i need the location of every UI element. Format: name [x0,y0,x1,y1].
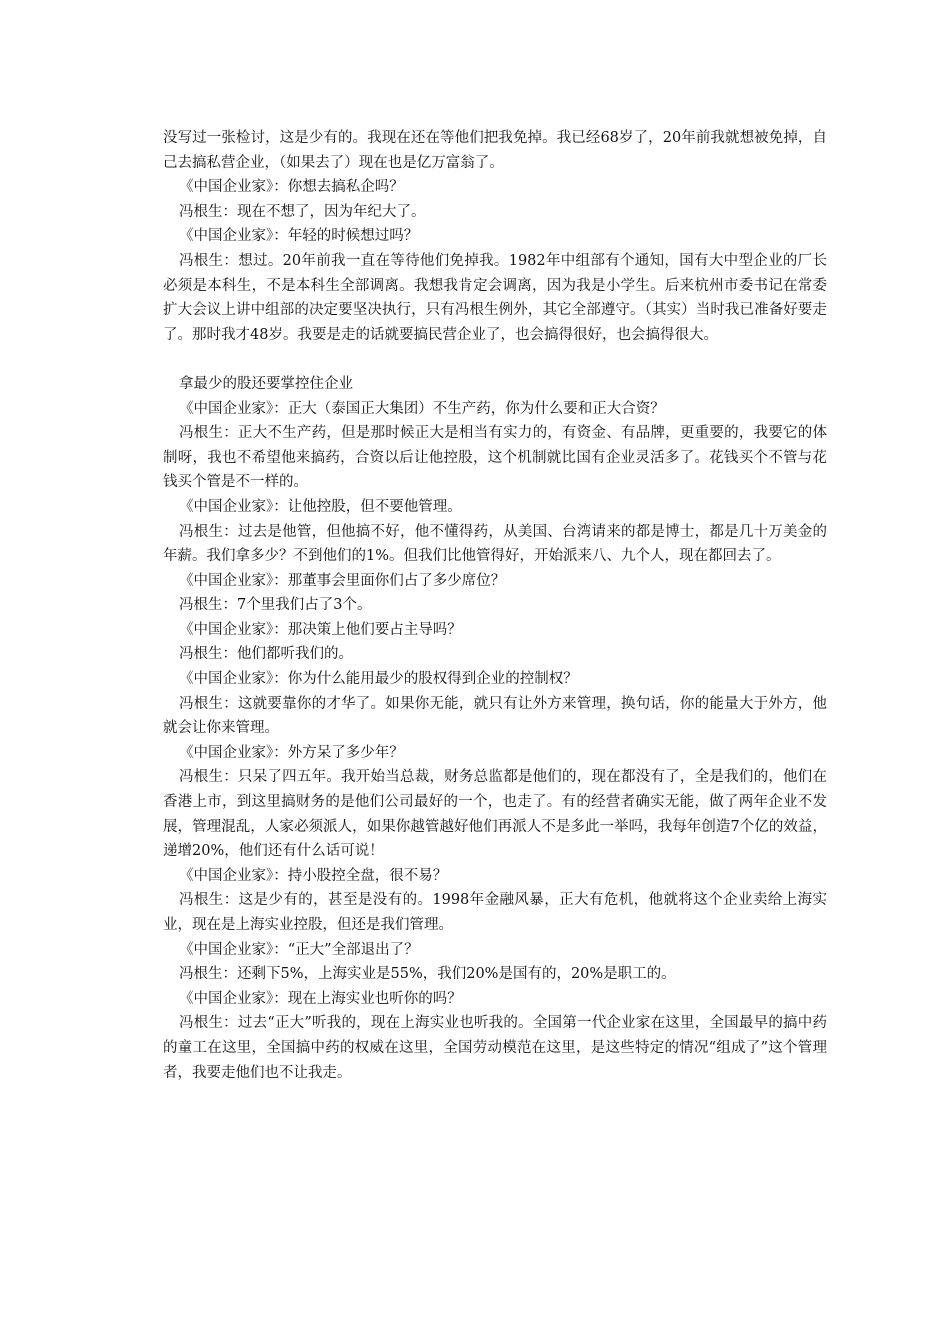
paragraph: 没写过一张检讨，这是少有的。我现在还在等他们把我免掉。我已经68岁了，20年前我就想被免掉，自己去搞私营企业，（如果去了）现在也是亿万富翁了。 [163,130,827,171]
paragraph: 冯根生：想过。20年前我一直在等待他们免掉我。1982年中组部有个通知，国有大中型企业的厂长必须是本科生，不是本科生全部调离。我想我肯定会调离，因为我是小学生。后来杭州市委书记在常委扩大会议上讲中组部的决定要坚决执行，只有冯根生例外，其它全部遵守。（其实）当时我已准备好要走了。那时我才48岁。我要是走的话就要搞民营企业了，也会搞得很好，也会搞得很大。 [163,252,827,343]
paragraph: 《中国企业家》：外方呆了多少年？ [179,744,404,761]
paragraph: 《中国企业家》：你想去搞私企吗？ [179,179,404,196]
paragraph: 拿最少的股还要掌控住企业 [179,375,353,392]
paragraph: 《中国企业家》：持小股控全盘，很不易？ [179,867,448,884]
paragraph: 冯根生：只呆了四五年。我开始当总裁，财务总监都是他们的，现在都没有了，全是我们的，他们在香港上市，到这里搞财务的是他们公司最好的一个，也走了。有的经营者确实无能，做了两年企业不发展，管理混乱，人家必须派人，如果你越管越好他们再派人不是多此一举吗，我每年创造7个亿的效益，递增20%，他们还有什么话可说！ [163,769,827,860]
paragraph: 《中国企业家》：那决策上他们要占主导吗？ [179,621,462,638]
paragraph: 冯根生：过去是他管，但他搞不好，他不懂得药，从美国、台湾请来的都是博士，都是几十万美金的年薪。我们拿多少？不到他们的1%。但我们比他管得好，开始派来八、九个人，现在都回去了。 [163,523,827,565]
paragraph: 《中国企业家》：“正大”全部退出了？ [179,941,419,958]
article-body [163,126,827,1085]
paragraph: 《中国企业家》：正大（泰国正大集团）不生产药，你为什么要和正大合资？ [179,400,665,417]
paragraph: 冯根生：这是少有的，甚至是没有的。1998年金融风暴，正大有危机，他就将这个企业卖给上海实业，现在是上海实业控股，但还是我们管理。 [163,892,827,933]
paragraph: 冯根生：他们都听我们的。 [179,646,353,663]
paragraph: 《中国企业家》：年轻的时候想过吗？ [179,228,419,245]
paragraph: 冯根生：正大不生产药，但是那时候正大是相当有实力的，有资金、有品牌，更重要的，我要它的体制呀，我也不希望他来搞药，合资以后让他控股，这个机制就比国有企业灵活多了。花钱买个不管与花钱买个管是不一样的。 [163,425,827,491]
paragraph: 冯根生：现在不想了，因为年纪大了。 [179,203,426,220]
paragraph: 冯根生：7个里我们占了3个。 [179,597,372,614]
paragraph: 《中国企业家》：你为什么能用最少的股权得到企业的控制权？ [179,671,578,688]
paragraph: 《中国企业家》：让他控股，但不要他管理。 [179,498,462,515]
paragraph: 冯根生：过去“正大”听我的，现在上海实业也听我的。全国第一代企业家在这里，全国最早的搞中药的童工在这里，全国搞中药的权威在这里，全国劳动模范在这里，是这些特定的情况“组成了”这个管理者，我要走他们也不让我走。 [163,1015,827,1081]
paragraph: 冯根生：这就要靠你的才华了。如果你无能，就只有让外方来管理，换句话，你的能量大于外方，他就会让你来管理。 [163,695,827,737]
blank-line [163,347,827,372]
paragraph: 《中国企业家》：现在上海实业也听你的吗？ [179,990,462,1007]
paragraph: 《中国企业家》：那董事会里面你们占了多少席位？ [179,572,506,589]
paragraph: 冯根生：还剩下5%，上海实业是55%，我们20%是国有的，20%是职工的。 [179,966,676,983]
